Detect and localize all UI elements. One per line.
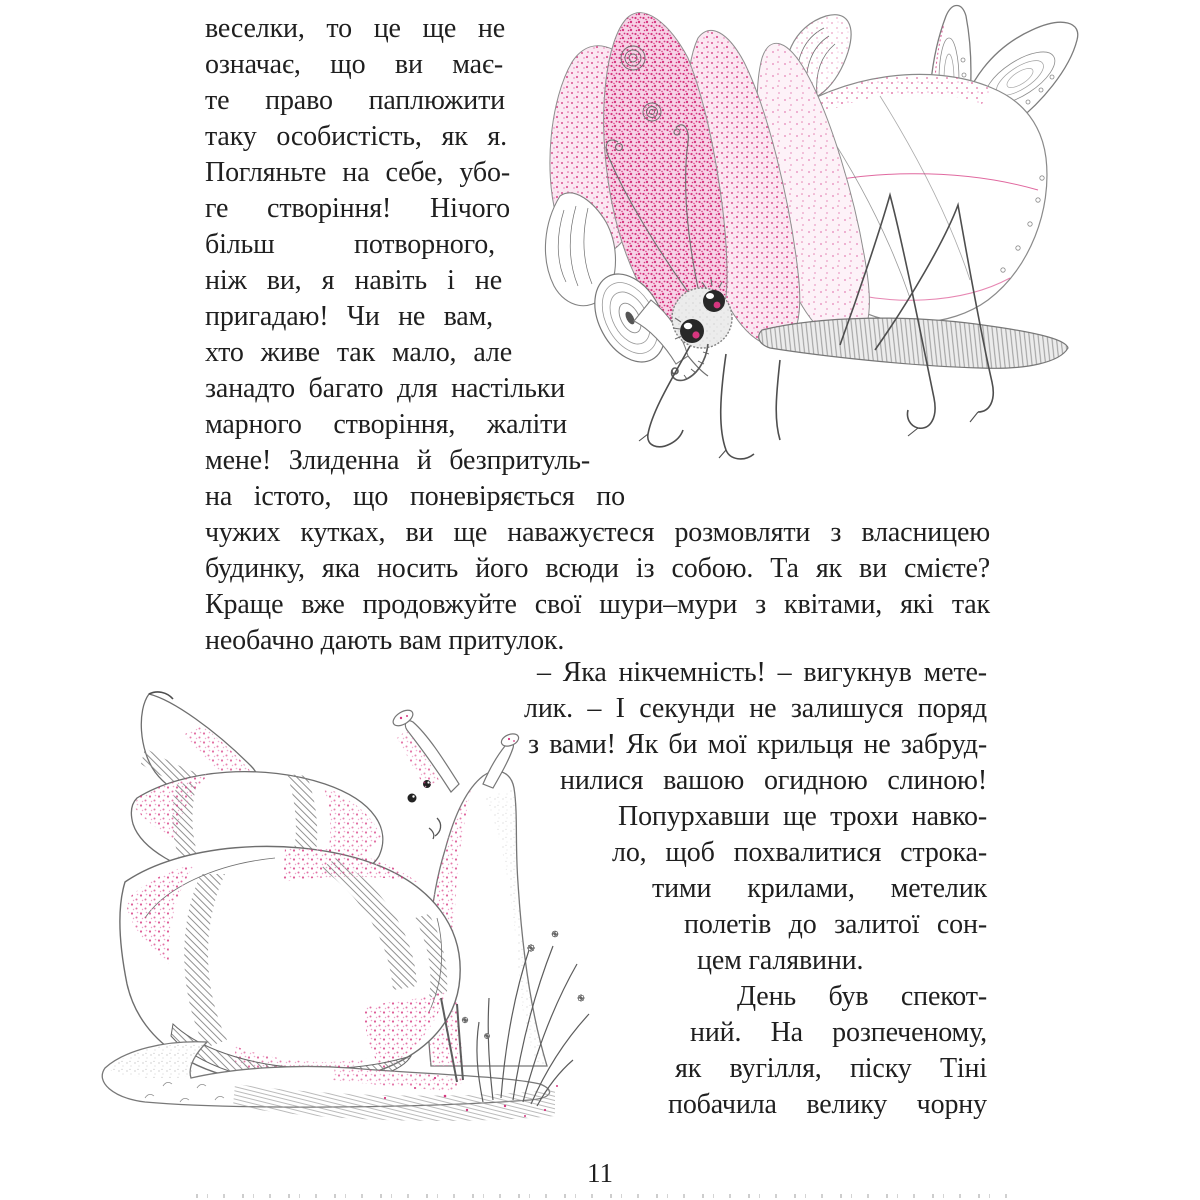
page-number: 11 <box>587 1158 613 1188</box>
story-line: означає, що ви має- <box>205 49 503 80</box>
story-line: Краще вже продовжуйте свої шури–мури з квітами, які так <box>205 589 990 620</box>
story-line: занадто багато для настільки <box>205 373 565 404</box>
story-line: більш потворного, <box>205 229 495 260</box>
story-line: тими крилами, метелик <box>652 873 987 904</box>
story-line: побачила велику чорну <box>668 1089 987 1120</box>
story-line: як вугілля, піску Тіні <box>675 1053 987 1084</box>
story-line: чужих кутках, ви ще наважуєтеся розмовляти з власницею <box>205 517 990 548</box>
story-line: хто живе так мало, але <box>205 337 512 368</box>
butterfly-abdomen <box>759 318 1068 368</box>
story-line: Погляньте на себе, убо- <box>205 157 510 188</box>
story-line: веселки, то це ще не <box>205 13 505 44</box>
story-line: ло, щоб похвалитися строка- <box>612 837 987 868</box>
story-line: пригадаю! Чи не вам, <box>205 301 493 332</box>
story-line: будинку, яка носить його всюди із собою. Та як ви смієте? <box>205 553 990 584</box>
story-line: – Яка нікчемність! – вигукнув мете- <box>537 657 987 688</box>
story-line: День був спекот- <box>737 981 987 1012</box>
story-line: необачно дають вам притулок. <box>205 625 565 656</box>
next-page-text-cutoff <box>196 1194 1008 1198</box>
story-line: ніж ви, я навіть і не <box>205 265 502 296</box>
butterfly-illustration <box>530 0 1110 480</box>
story-line: Попурхавши ще трохи навко- <box>618 801 987 832</box>
story-line: з вами! Як би мої крильця не забруд- <box>528 729 987 760</box>
story-line: таку особистість, як я. <box>205 121 507 152</box>
story-line: марного створіння, жаліти <box>205 409 567 440</box>
story-line: на істото, що поневіряється по <box>205 481 625 512</box>
story-line: полетів до залитої сон- <box>684 909 987 940</box>
story-line: ге створіння! Нічого <box>205 193 510 224</box>
story-line: нилися вашою огидною слиною! <box>560 765 987 796</box>
story-line: ний. На розпеченому, <box>690 1017 987 1048</box>
story-line: лик. – І секунди не залишуся поряд <box>524 693 987 724</box>
story-line: те право паплюжити <box>205 85 505 116</box>
story-line: цем галявини. <box>697 945 864 976</box>
story-line: мене! Злиденна й безпритуль- <box>205 445 590 476</box>
